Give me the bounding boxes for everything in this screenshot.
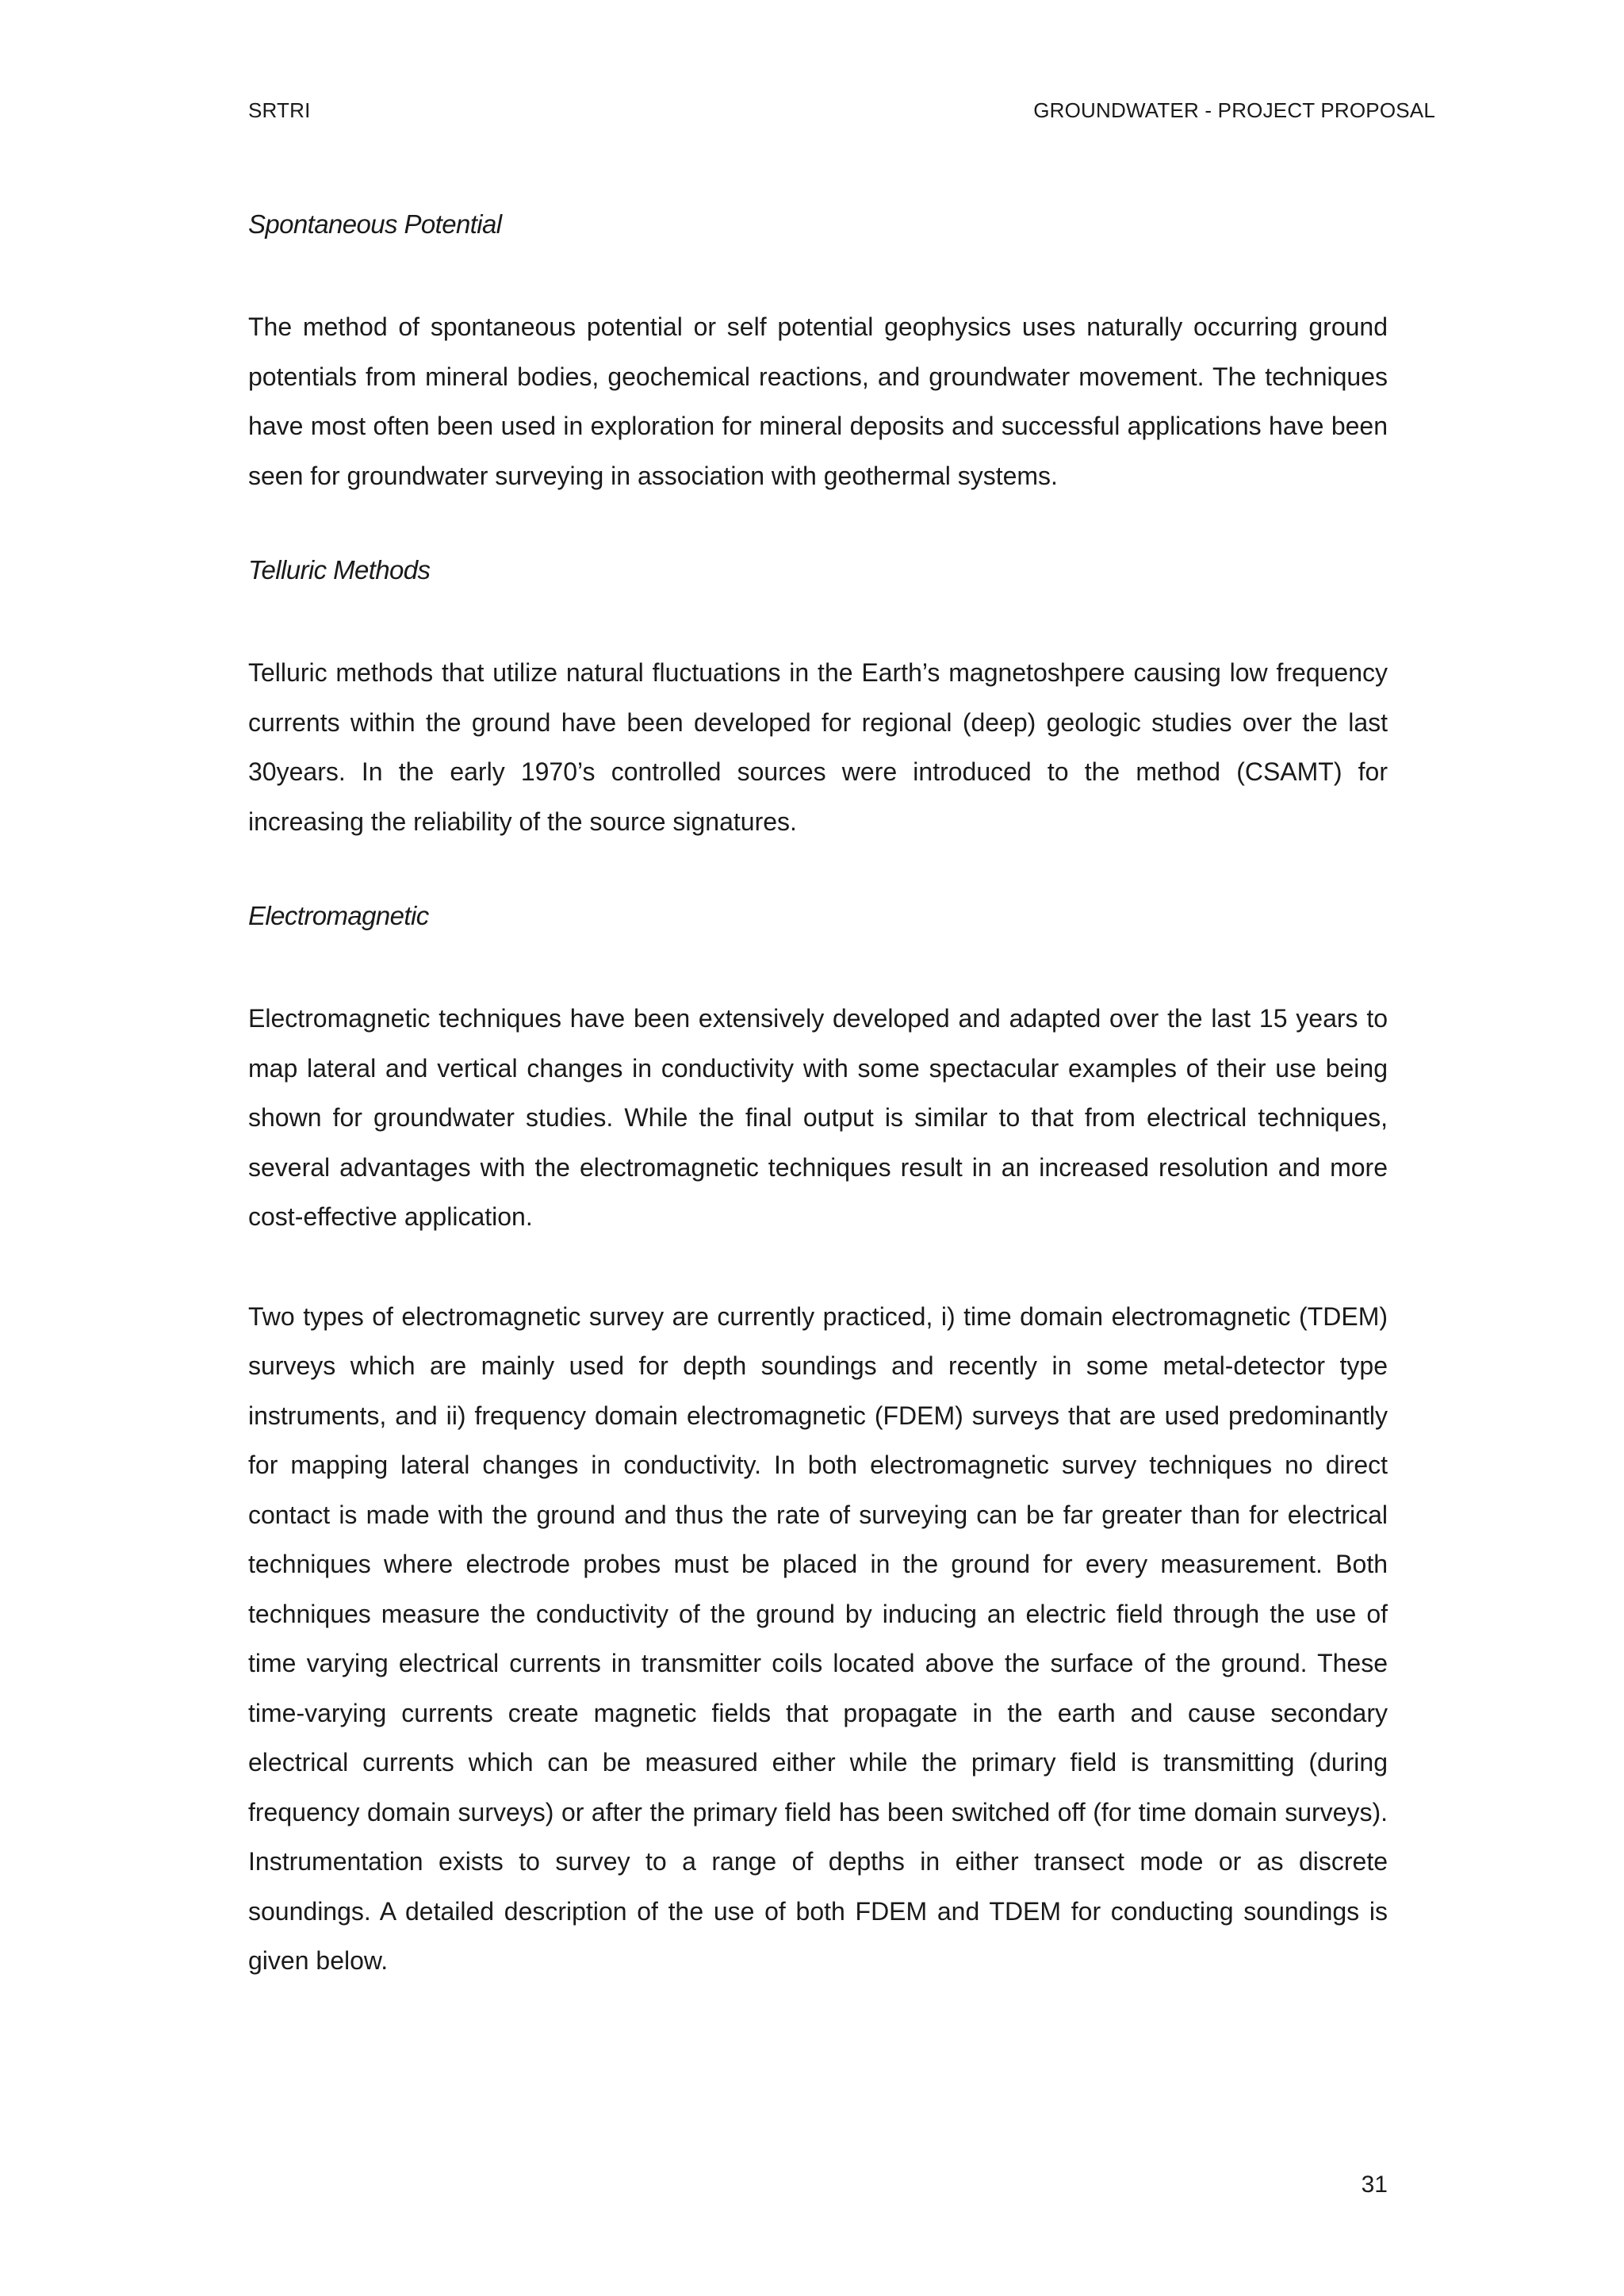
- paragraph-telluric-methods: Telluric methods that utilize natural fluctuations in the Earth’s magnetoshpere causing low frequency currents within the ground have been developed for regional (deep) geologic studies over the last 30years. In the early 1970’s controlled sources were introduced to the method (CSAMT) for increasing the reliability of the source signatures.: [248, 658, 1388, 836]
- section-heading-telluric-methods: Telluric Methods: [248, 555, 431, 585]
- paragraph-electromagnetic-survey-types: Two types of electromagnetic survey are currently practiced, i) time domain electromagnetic (TDEM) surveys which are mainly used for depth soundings and recently in some metal-detector type instruments, and ii) frequency domain electromagnetic (FDEM) surveys that are used predominantly for mapping lateral changes in conductivity. In both electromagnetic survey techniques no direct contact is made with the ground and thus the rate of surveying can be far greater than for electrical techniques where electrode probes must be placed in the ground for every measurement. Both techniques measure the conductivity of the ground by inducing an electric field through the use of time varying electrical currents in transmitter coils located above the surface of the ground. These time-varying currents create magnetic fields that propagate in the earth and cause secondary electrical currents which can be measured either while the primary field is transmitting (during frequency domain surveys) or after the primary field has been switched off (for time domain surveys). Instrumentation exists to survey to a range of depths in either transect mode or as discrete soundings. A detailed description of the use of both FDEM and TDEM for conducting soundings is given below.: [248, 1301, 1388, 1975]
- section-heading-electromagnetic: Electromagnetic: [248, 901, 429, 930]
- page-body: [248, 205, 1388, 1986]
- section-heading-spontaneous-potential: Spontaneous Potential: [248, 209, 502, 239]
- running-header: [248, 98, 1435, 125]
- paragraph-electromagnetic-intro: Electromagnetic techniques have been extensively developed and adapted over the last 15 years to map lateral and vertical changes in conductivity with some spectacular examples of their use being shown for groundwater studies. While the final output is similar to that from electrical techniques, several advantages with the electromagnetic techniques result in an increased resolution and more cost-effective application.: [248, 1004, 1388, 1231]
- header-organization: SRTRI: [248, 98, 311, 122]
- page-number: 31: [1361, 2171, 1388, 2198]
- paragraph-spontaneous-potential: The method of spontaneous potential or self potential geophysics uses naturally occurring ground potentials from mineral bodies, geochemical reactions, and groundwater movement. The techniques have most often been used in exploration for mineral deposits and successful applications have been seen for groundwater surveying in association with geothermal systems.: [248, 312, 1388, 490]
- header-document-title: GROUNDWATER - PROJECT PROPOSAL: [1033, 98, 1435, 122]
